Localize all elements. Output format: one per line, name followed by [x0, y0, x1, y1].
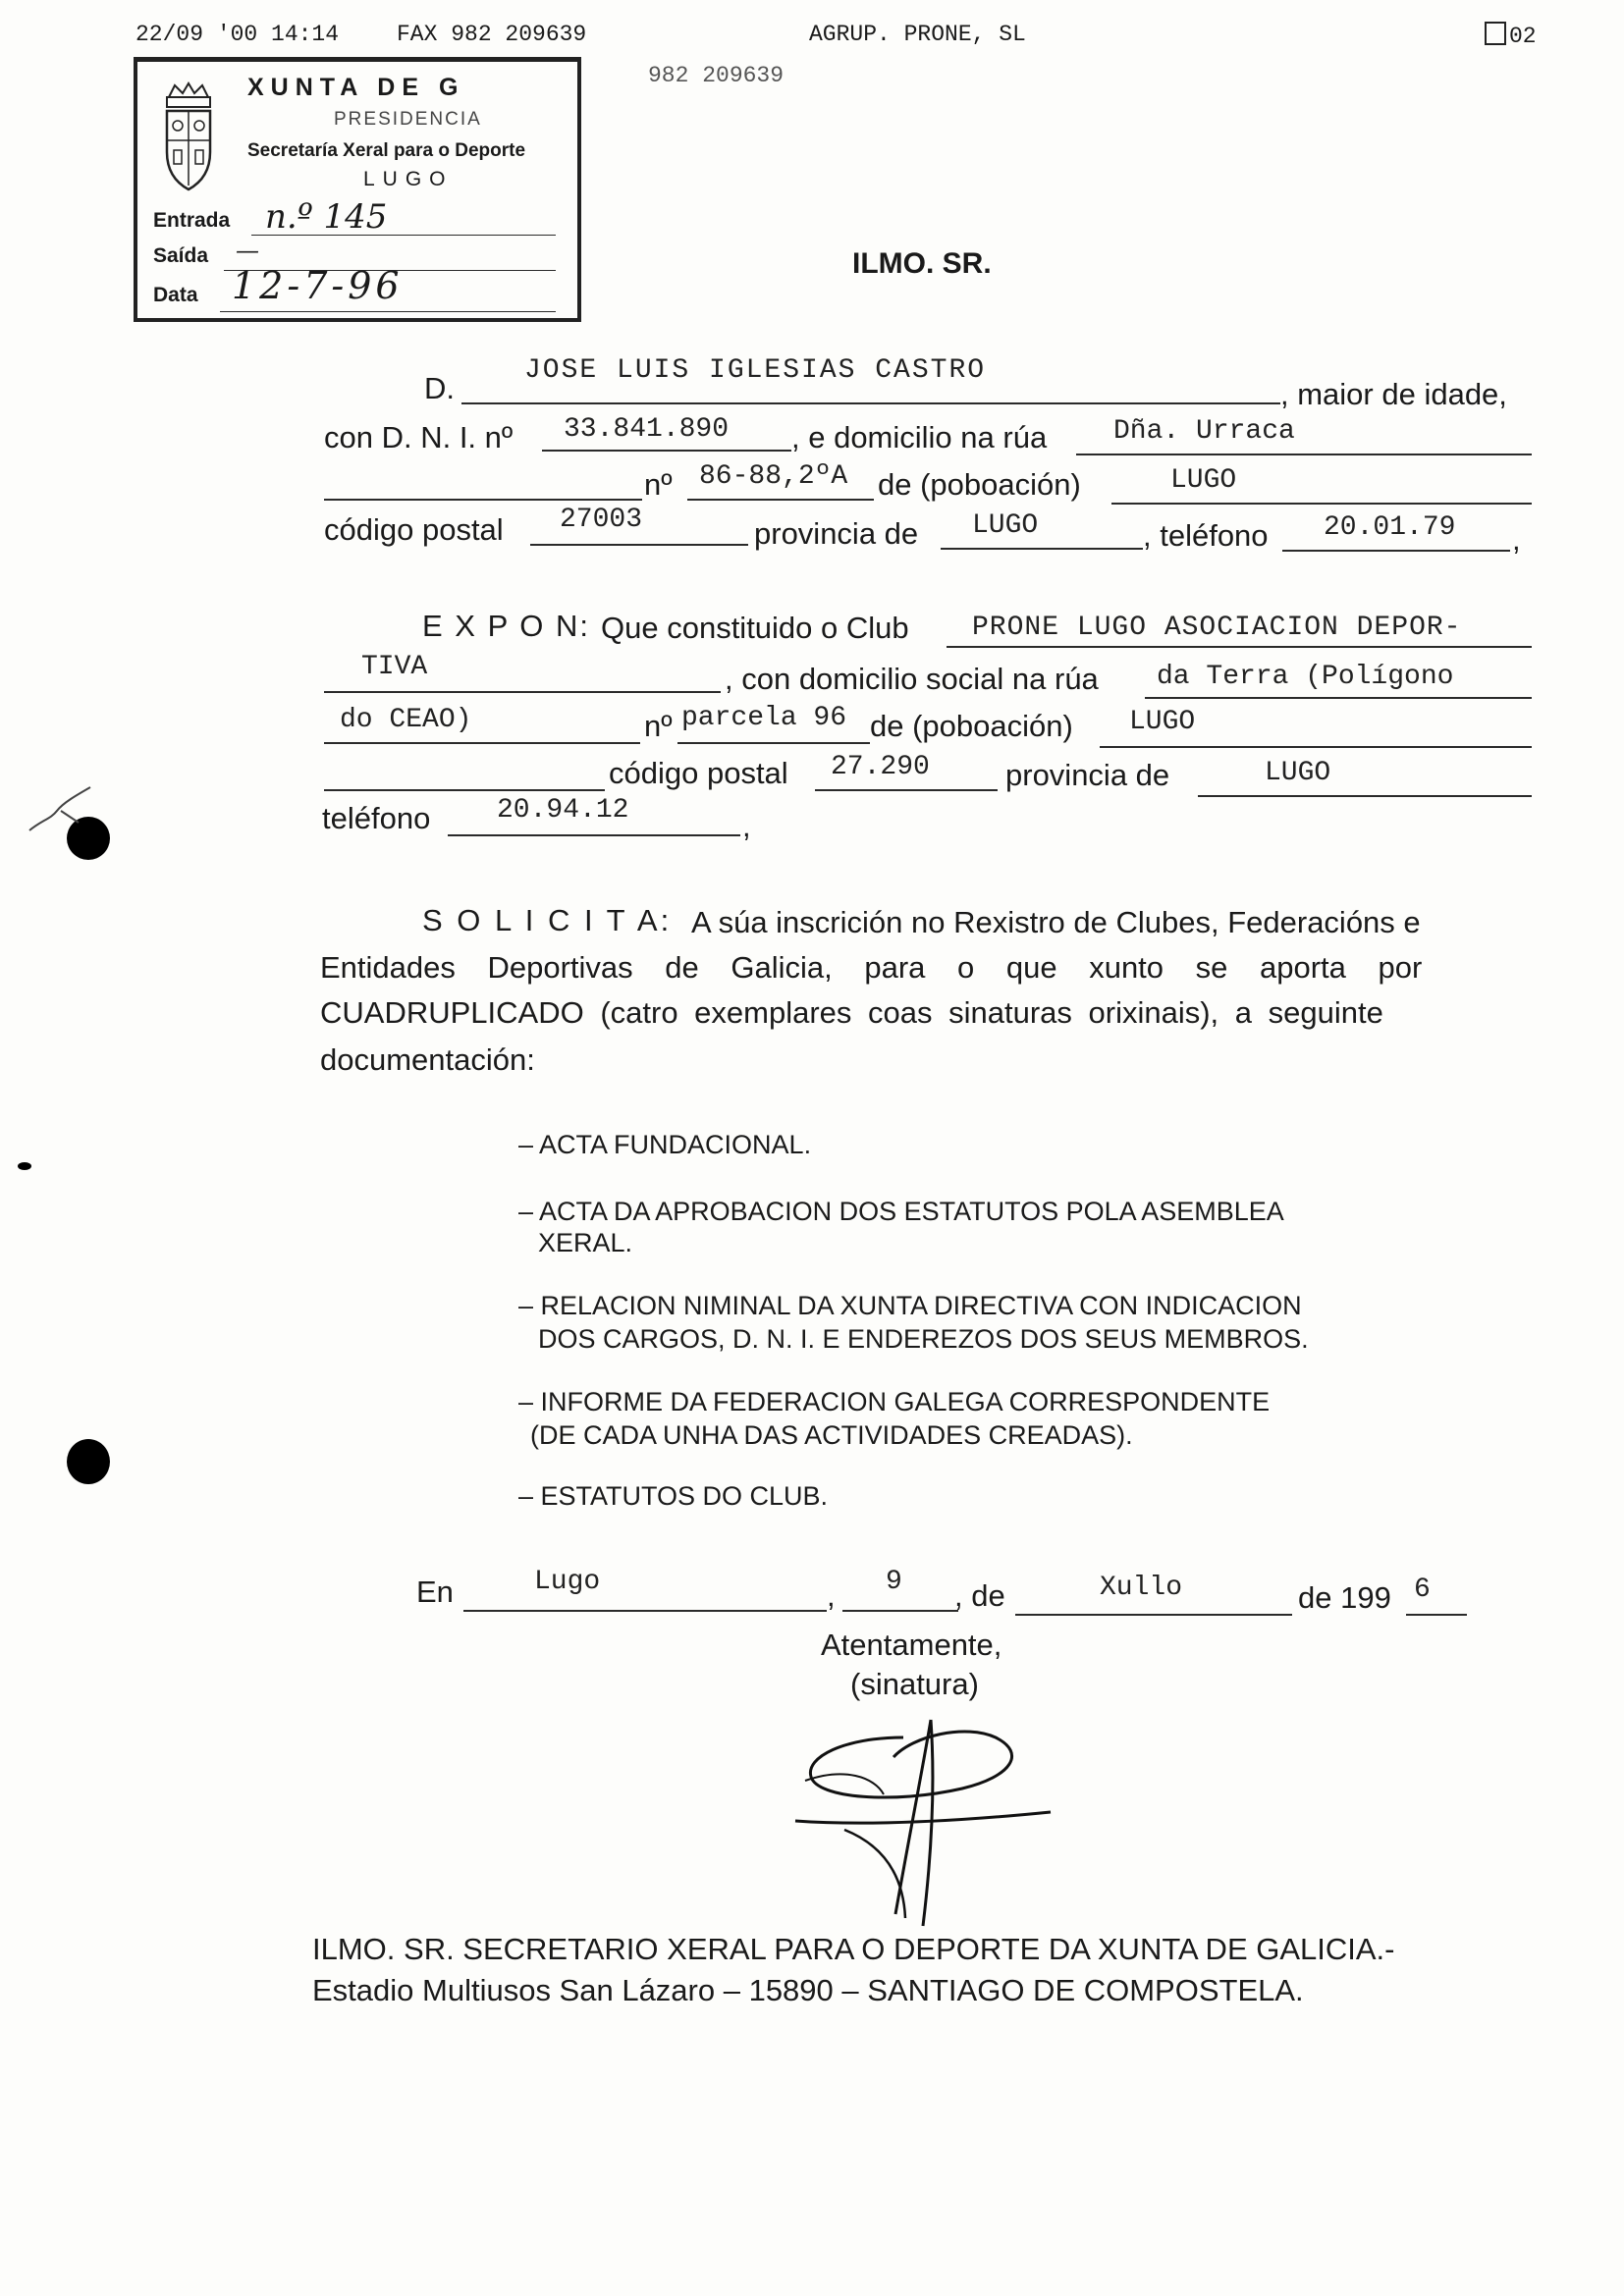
solicita-line2: Entidades Deportivas de Galicia, para o que xunto se aporta por: [320, 950, 1423, 985]
club-street-2-line: [324, 742, 640, 744]
club-blank-line: [324, 789, 605, 791]
solicita-line1: A súa inscrición no Rexistro de Clubes, Federacións e: [691, 905, 1421, 939]
name-line: [461, 402, 1280, 404]
year-label: de 199: [1298, 1580, 1391, 1615]
club-street-1: da Terra (Polígono: [1157, 662, 1454, 692]
stamp-city: LUGO: [363, 168, 454, 190]
applicant-province: LUGO: [972, 510, 1039, 541]
club-phone-line: [448, 834, 740, 836]
applicant-dni: 33.841.890: [564, 414, 730, 445]
club-province-line: [1198, 795, 1532, 797]
document-item: – INFORME DA FEDERACION GALEGA CORRESPONDENTE: [518, 1387, 1271, 1416]
coat-of-arms-icon: [159, 80, 218, 195]
stamp-entrada-label: Entrada: [153, 209, 231, 232]
signing-day: 9: [886, 1567, 902, 1597]
applicant-town: LUGO: [1170, 465, 1237, 496]
d-label: D.: [424, 371, 455, 405]
applicant-name: JOSE LUIS IGLESIAS CASTRO: [524, 355, 987, 386]
day-line: [842, 1610, 958, 1612]
stamp-entrada-line: [251, 235, 556, 236]
club-cp-line: [815, 789, 998, 791]
stamp-data-label: Data: [153, 284, 198, 306]
club-name-2: TIVA: [361, 652, 428, 682]
club-street-line: [1145, 697, 1532, 699]
domicilio-label: , e domicilio na rúa: [791, 420, 1048, 454]
club-number: parcela 96: [681, 703, 847, 733]
phone-comma: ,: [1512, 522, 1521, 557]
street-line: [1076, 454, 1532, 455]
stamp-data-value: 12-7-96: [232, 264, 404, 307]
stamp-title: XUNTA DE G: [247, 74, 465, 101]
signing-month: Xullo: [1100, 1573, 1183, 1603]
stamp-saida-value: —: [236, 237, 259, 264]
provincia-label: provincia de: [754, 516, 919, 551]
addressee-line1: ILMO. SR. SECRETARIO XERAL PARA O DEPORTE DA XUNTA DE GALICIA.-: [312, 1932, 1395, 1966]
club-domicilio-label: , con domicilio social na rúa: [725, 662, 1099, 696]
fax-number: FAX 982 209639: [397, 22, 587, 47]
registration-stamp: [134, 57, 581, 322]
signing-place: Lugo: [534, 1567, 601, 1597]
fax-page-number: 02: [1485, 22, 1537, 49]
club-provincia-label: provincia de: [1005, 758, 1170, 792]
dni-line: [542, 450, 791, 452]
club-poboacion-label: de (poboación): [870, 709, 1073, 743]
applicant-postal-code: 27003: [560, 505, 643, 535]
telefono-label: , teléfono: [1143, 518, 1269, 553]
club-cp-label: código postal: [609, 756, 788, 790]
num-label: nº: [644, 467, 673, 502]
punch-hole: [67, 1439, 110, 1484]
document-item: – ACTA FUNDACIONAL.: [518, 1130, 812, 1159]
applicant-phone: 20.01.79: [1324, 512, 1456, 543]
document-item-cont: DOS CARGOS, D. N. I. E ENDEREZOS DOS SEUS MEMBROS.: [538, 1324, 1309, 1354]
document-item: – RELACION NIMINAL DA XUNTA DIRECTIVA CON INDICACION: [518, 1291, 1302, 1320]
stamp-entrada-value: n.º 145: [265, 197, 388, 237]
place-line: [463, 1610, 827, 1612]
year-line: [1406, 1614, 1467, 1616]
margin-mark: [18, 1162, 31, 1170]
stamp-saida-label: Saída: [153, 244, 209, 267]
document-item-cont: XERAL.: [538, 1228, 633, 1257]
club-town-line: [1100, 746, 1532, 748]
en-label: En: [416, 1575, 454, 1609]
club-telefono-label: teléfono: [322, 801, 431, 835]
phone-line: [1282, 550, 1510, 552]
solicita-heading: S O L I C I T A:: [422, 903, 673, 937]
document-item: – ESTATUTOS DO CLUB.: [518, 1481, 829, 1511]
club-town: LUGO: [1129, 707, 1196, 737]
club-name-2-line: [324, 691, 721, 693]
club-street-2: do CEAO): [340, 705, 472, 735]
fax-datetime: 22/09 '00 14:14: [135, 22, 340, 47]
dni-label: con D. N. I. nº: [324, 420, 514, 454]
club-number-line: [677, 742, 870, 744]
addressee-line2: Estadio Multiusos San Lázaro – 15890 – SANTIAGO DE COMPOSTELA.: [312, 1973, 1304, 2007]
sinatura-label: (sinatura): [850, 1667, 979, 1701]
cp-label: código postal: [324, 512, 504, 547]
solicita-line3: CUADRUPLICADO (catro exemplares coas sinaturas orixinais), a seguinte: [320, 995, 1383, 1030]
applicant-number: 86-88,2ºA: [699, 461, 848, 492]
club-phone-comma: ,: [742, 809, 751, 843]
place-comma: ,: [827, 1578, 836, 1613]
stamp-department: Secretaría Xeral para o Deporte: [247, 140, 526, 161]
club-postal-code: 27.290: [831, 752, 930, 782]
applicant-street: Dña. Urraca: [1113, 416, 1295, 447]
cp-line: [530, 544, 748, 546]
street-cont-line: [324, 499, 642, 501]
expon-text: Que constituido o Club: [601, 611, 909, 645]
signature: [785, 1708, 1060, 1944]
club-num-label: nº: [644, 709, 673, 743]
number-line: [687, 499, 874, 501]
province-line: [941, 548, 1143, 550]
document-item-cont: (DE CADA UNHA DAS ACTIVIDADES CREADAS).: [530, 1420, 1133, 1450]
expon-heading: E X P O N:: [422, 609, 591, 643]
stamp-presidencia: PRESIDENCIA: [334, 109, 482, 130]
solicita-line4: documentación:: [320, 1042, 535, 1077]
club-name-line: [947, 646, 1532, 648]
town-line: [1111, 503, 1532, 505]
document-item: – ACTA DA APROBACION DOS ESTATUTOS POLA ASEMBLEA: [518, 1197, 1284, 1226]
de-label: , de: [954, 1578, 1005, 1613]
fax-page-icon: [1485, 22, 1506, 45]
margin-scribble: [22, 781, 100, 840]
club-province: LUGO: [1265, 758, 1331, 788]
maior-label: , maior de idade,: [1280, 377, 1507, 411]
poboacion-label: de (poboación): [878, 467, 1081, 502]
fax-number-stamp: 982 209639: [648, 63, 785, 88]
month-line: [1015, 1614, 1292, 1616]
atentamente: Atentamente,: [821, 1628, 1002, 1662]
club-name-1: PRONE LUGO ASOCIACION DEPOR-: [972, 613, 1462, 643]
signing-year-digit: 6: [1414, 1575, 1431, 1605]
stamp-data-line: [220, 311, 556, 312]
fax-sender: AGRUP. PRONE, SL: [809, 22, 1026, 47]
salutation: ILMO. SR.: [852, 247, 992, 280]
club-phone: 20.94.12: [497, 795, 629, 826]
